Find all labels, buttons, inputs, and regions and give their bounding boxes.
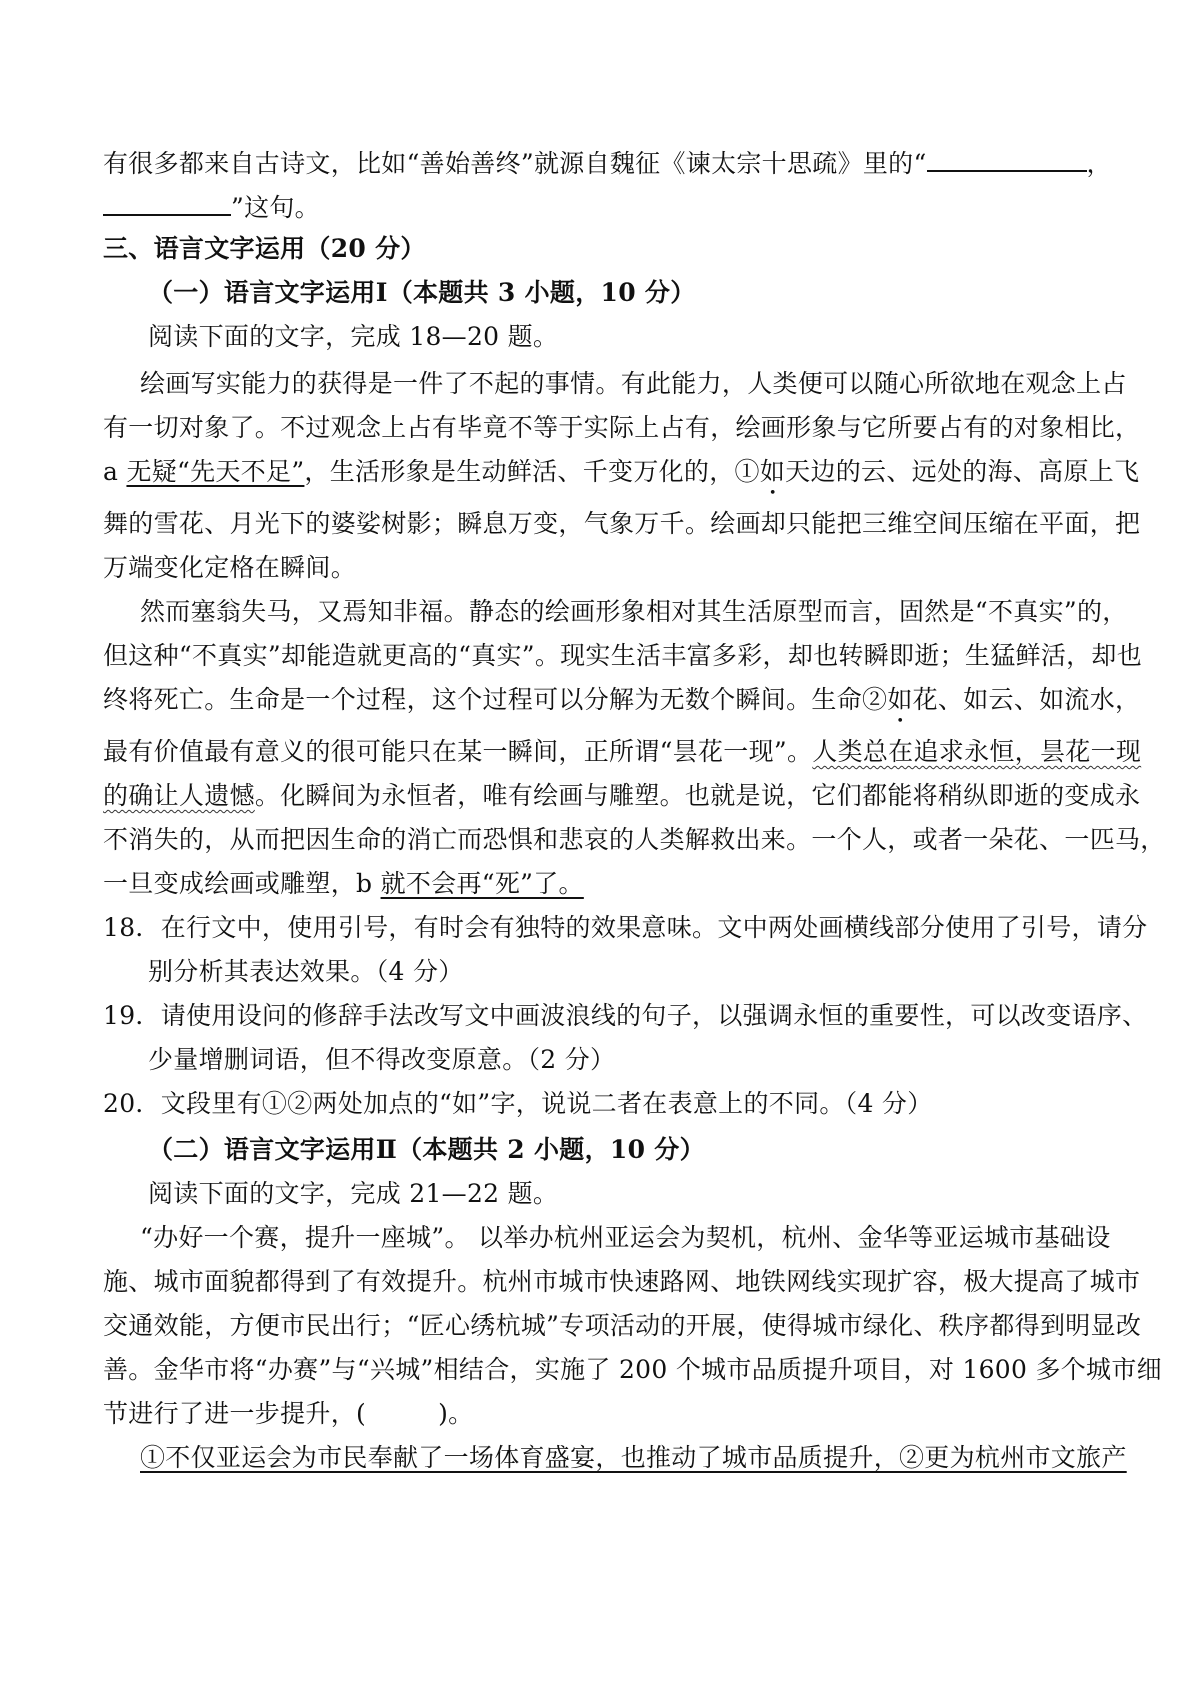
question-text: 请使用设问的修辞手法改写文中画波浪线的句子，以强调永恒的重要性，可以改变语序、: [160, 1001, 1148, 1030]
text: 一旦变成绘画或雕塑，b: [103, 869, 381, 898]
part1-instruction: 阅读下面的文字，完成 18—20 题。: [148, 322, 559, 351]
passage1-p1-line2: 有一切对象了。不过观念上占有毕竟不等于实际上占有，绘画形象与它所要占有的对象相比，: [103, 413, 1141, 442]
passage2-p1-line4: 善。金华市将“办赛”与“兴城”相结合，实施了 200 个城市品质提升项目，对 1600 多个城市细: [103, 1355, 1162, 1384]
passage2-p1-line2: 施、城市面貌都得到了有效提升。杭州市城市快速路网、地铁网线实现扩容，极大提高了城市: [103, 1267, 1141, 1296]
wavy-underlined-sentence-end: 的确让人遗憾: [103, 781, 255, 810]
passage1-p2-line5: [103, 779, 1140, 813]
section-title: 三、语言文字运用（20 分）: [103, 234, 426, 263]
passage1-p2-line4: [103, 735, 1141, 769]
passage2-p1-line5: [103, 1397, 473, 1431]
passage1-p2-line2: 但这种“不真实”却能造就更高的“真实”。现实生活丰富多彩，却也转瞬即逝；生猛鲜活，却也: [103, 641, 1143, 670]
passage1-p1-line3: [103, 455, 1139, 501]
passage2-p1-line3: 交通效能，方便市民出行；“匠心绣杭城”专项活动的开展，使得城市绿化、秩序都得到明显改: [103, 1311, 1142, 1340]
question-18: [103, 911, 1147, 945]
passage1-p2-line7: [103, 867, 584, 901]
passage2-p1-line1: “办好一个赛，提升一座城”。 以举办杭州亚运会为契机，杭州、金华等亚运城市基础设: [140, 1223, 1111, 1252]
question-text: 在行文中，使用引号，有时会有独特的效果意味。文中两处画横线部分使用了引号，请分: [160, 913, 1148, 942]
underlined-phrase-b: 就不会再“死”了。: [380, 869, 584, 898]
passage1-p1-line1: 绘画写实能力的获得是一件了不起的事情。有此能力，人类便可以随心所欲地在观念上占: [140, 369, 1127, 398]
text: 。化瞬间为永恒者，唯有绘画与雕塑。也就是说，它们都能将稍纵即逝的变成永: [254, 781, 1141, 810]
dotted-char-2: 如: [887, 685, 913, 714]
question-19: [103, 999, 1147, 1033]
answer-blank-2[interactable]: [103, 188, 231, 216]
intro-text-end: ”这句。: [231, 193, 320, 222]
question-number: 19．: [103, 1001, 161, 1030]
intro-line-1: [103, 144, 1112, 181]
intro-text: 有很多都来自古诗文，比如“善始善终”就源自魏征《谏太宗十思疏》里的“: [103, 149, 927, 178]
passage1-p2-line3: [103, 683, 1140, 729]
intro-line-2: [103, 188, 320, 225]
text: 节进行了进一步提升，(: [103, 1399, 367, 1428]
dotted-char-1: 如: [759, 457, 786, 486]
marker-a: a: [103, 457, 127, 486]
part2-instruction: 阅读下面的文字，完成 21—22 题。: [148, 1179, 559, 1208]
question-number: 18．: [103, 913, 161, 942]
part2-title: （二）语言文字运用Ⅱ（本题共 2 小题，10 分）: [148, 1135, 705, 1164]
question-text: 文段里有①②两处加点的“如”字，说说二者在表意上的不同。（4 分）: [160, 1089, 933, 1118]
answer-blank-1[interactable]: [927, 144, 1087, 172]
passage1-p1-line5: 万端变化定格在瞬间。: [103, 553, 357, 582]
question-18-cont: 别分析其表达效果。（4 分）: [148, 957, 464, 986]
question-number: 20．: [103, 1089, 161, 1118]
underlined-phrase-a: 无疑“先天不足”: [126, 457, 305, 486]
text: ，生活形象是生动鲜活、千变万化的，①: [304, 457, 760, 486]
question-20: [103, 1087, 933, 1121]
text: 天边的云、远处的海、高原上飞: [785, 457, 1140, 486]
intro-comma: ，: [1086, 149, 1112, 178]
part1-title: （一）语言文字运用Ⅰ（本题共 3 小题，10 分）: [148, 278, 696, 307]
text: 最有价值最有意义的很可能只在某一瞬间，正所谓“昙花一现”。: [103, 737, 813, 766]
wavy-underlined-sentence: 人类总在追求永恒，昙花一现: [812, 737, 1142, 766]
passage1-p2-line6: 不消失的，从而把因生命的消亡而恐惧和悲哀的人类解救出来。一个人，或者一朵花、一匹马，: [103, 825, 1166, 854]
passage2-p2-line1-underlined: ①不仅亚运会为市民奉献了一场体育盛宴，也推动了城市品质提升，②更为杭州市文旅产: [140, 1443, 1127, 1472]
text: )。: [438, 1399, 474, 1428]
text: 终将死亡。生命是一个过程，这个过程可以分解为无数个瞬间。生命②: [103, 685, 888, 714]
passage1-p1-line4: 舞的雪花、月光下的婆娑树影；瞬息万变，气象万千。绘画却只能把三维空间压缩在平面，把: [103, 509, 1141, 538]
question-19-cont: 少量增删词语，但不得改变原意。（2 分）: [148, 1045, 616, 1074]
text: 花、如云、如流水，: [912, 685, 1141, 714]
passage1-p2-line1: 然而塞翁失马，又焉知非福。静态的绘画形象相对其生活原型而言，固然是“不真实”的，: [140, 597, 1128, 626]
